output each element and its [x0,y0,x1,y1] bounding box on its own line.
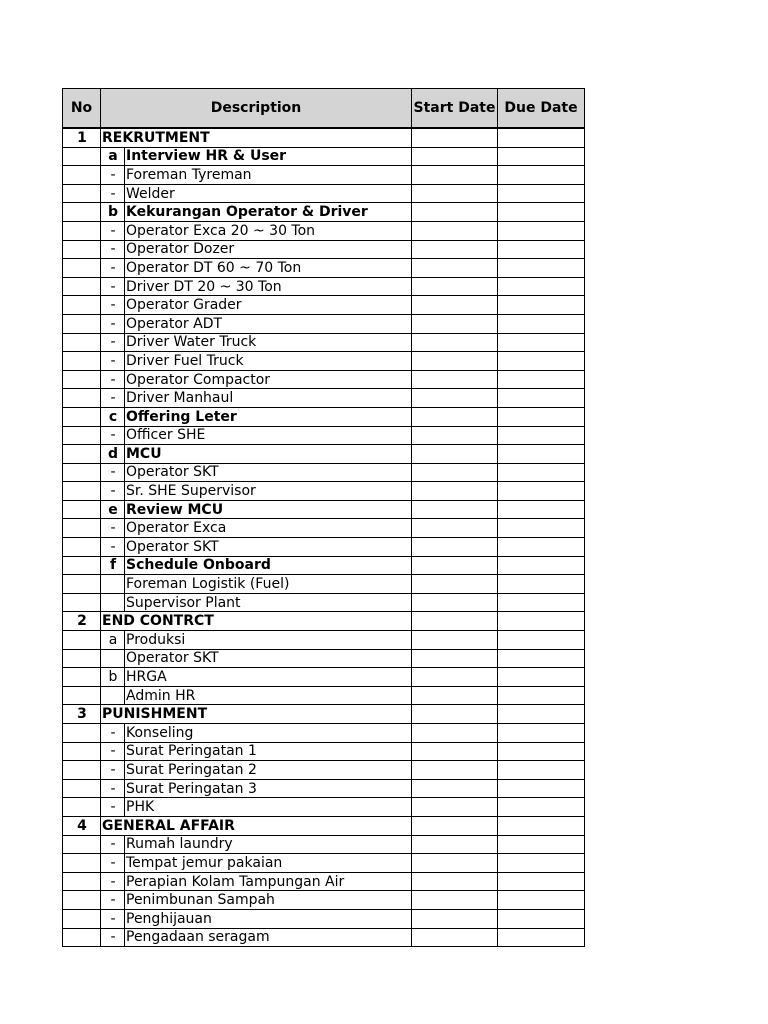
table-row [63,463,585,482]
due-date-cell [498,333,585,352]
row-number [63,575,101,594]
due-date-cell [498,519,585,538]
row-description: Welder [125,184,412,203]
row-number [63,259,101,278]
due-date-cell [498,389,585,408]
row-number [63,835,101,854]
table-row [63,333,585,352]
table-row [63,575,585,594]
section-row [63,705,585,724]
start-date-cell [412,128,498,147]
row-number [63,724,101,743]
row-number [63,519,101,538]
row-number [63,277,101,296]
due-date-cell [498,277,585,296]
row-description: Officer SHE [125,426,412,445]
group-row [63,500,585,519]
start-date-cell [412,816,498,835]
row-description: Operator SKT [125,649,412,668]
due-date-cell [498,463,585,482]
start-date-cell [412,538,498,557]
header-row [63,89,585,129]
start-date-cell [412,612,498,631]
due-date-cell [498,891,585,910]
row-description: Kekurangan Operator & Driver [125,203,412,222]
row-description: Operator SKT [125,463,412,482]
due-date-cell [498,668,585,687]
group-row [63,556,585,575]
due-date-cell [498,538,585,557]
due-date-cell [498,482,585,501]
start-date-cell [412,500,498,519]
table-row [63,835,585,854]
due-date-cell [498,779,585,798]
start-date-cell [412,221,498,240]
row-description: Surat Peringatan 3 [125,779,412,798]
row-number: 2 [63,612,101,631]
row-number [63,296,101,315]
start-date-cell [412,333,498,352]
row-number [63,872,101,891]
table-row [63,891,585,910]
row-marker: - [101,389,125,408]
row-number [63,593,101,612]
due-date-cell [498,184,585,203]
start-date-cell [412,742,498,761]
due-date-cell [498,445,585,464]
row-marker: a [101,631,125,650]
start-date-cell [412,445,498,464]
row-description: MCU [125,445,412,464]
due-date-cell [498,407,585,426]
row-description: Operator Grader [125,296,412,315]
row-description: Surat Peringatan 2 [125,761,412,780]
due-date-cell [498,352,585,371]
table-row [63,631,585,650]
table-row [63,519,585,538]
section-title: PUNISHMENT [101,705,412,724]
table-row [63,761,585,780]
due-date-cell [498,314,585,333]
row-marker: - [101,184,125,203]
row-description: Foreman Tyreman [125,166,412,185]
row-description: Operator SKT [125,538,412,557]
start-date-cell [412,203,498,222]
row-marker: e [101,500,125,519]
start-date-cell [412,147,498,166]
table-row [63,686,585,705]
start-date-cell [412,184,498,203]
table-row [63,538,585,557]
row-number [63,854,101,873]
header-no: No [63,89,101,129]
start-date-cell [412,798,498,817]
section-title: END CONTRCT [101,612,412,631]
header-start-date: Start Date [412,89,498,129]
row-description: Offering Leter [125,407,412,426]
row-description: Interview HR & User [125,147,412,166]
row-marker: d [101,445,125,464]
row-description: Driver Water Truck [125,333,412,352]
row-description: Operator Compactor [125,370,412,389]
due-date-cell [498,928,585,947]
start-date-cell [412,705,498,724]
due-date-cell [498,593,585,612]
start-date-cell [412,314,498,333]
table-row [63,872,585,891]
due-date-cell [498,612,585,631]
start-date-cell [412,649,498,668]
table-row [63,240,585,259]
row-marker: - [101,482,125,501]
header-due-date: Due Date [498,89,585,129]
due-date-cell [498,909,585,928]
start-date-cell [412,909,498,928]
task-table [62,88,585,947]
due-date-cell [498,872,585,891]
row-marker: b [101,668,125,687]
table-row [63,668,585,687]
row-description: Konseling [125,724,412,743]
row-number [63,909,101,928]
due-date-cell [498,631,585,650]
row-number [63,352,101,371]
row-description: Operator Dozer [125,240,412,259]
row-marker: - [101,779,125,798]
row-description: Operator ADT [125,314,412,333]
due-date-cell [498,705,585,724]
row-marker: - [101,519,125,538]
due-date-cell [498,742,585,761]
row-number [63,631,101,650]
row-description: Review MCU [125,500,412,519]
start-date-cell [412,277,498,296]
row-number [63,538,101,557]
row-marker: - [101,761,125,780]
row-description: Operator DT 60 ~ 70 Ton [125,259,412,278]
row-marker: - [101,891,125,910]
due-date-cell [498,203,585,222]
row-marker: - [101,221,125,240]
row-description: Driver Manhaul [125,389,412,408]
start-date-cell [412,389,498,408]
row-number [63,240,101,259]
start-date-cell [412,593,498,612]
start-date-cell [412,556,498,575]
row-number [63,426,101,445]
group-row [63,147,585,166]
start-date-cell [412,259,498,278]
row-marker [101,649,125,668]
due-date-cell [498,649,585,668]
due-date-cell [498,147,585,166]
row-number [63,445,101,464]
row-number [63,147,101,166]
row-number [63,761,101,780]
row-description: Schedule Onboard [125,556,412,575]
row-number [63,463,101,482]
row-marker: - [101,872,125,891]
table-row [63,389,585,408]
row-number: 3 [63,705,101,724]
table-row [63,742,585,761]
row-marker: c [101,407,125,426]
group-row [63,445,585,464]
row-marker: - [101,463,125,482]
due-date-cell [498,761,585,780]
table-row [63,593,585,612]
start-date-cell [412,854,498,873]
row-description: Penghijauan [125,909,412,928]
section-row [63,128,585,147]
group-row [63,407,585,426]
start-date-cell [412,407,498,426]
row-description: HRGA [125,668,412,687]
row-number [63,500,101,519]
row-number: 1 [63,128,101,147]
row-number [63,203,101,222]
row-marker: - [101,928,125,947]
row-number [63,928,101,947]
group-row [63,203,585,222]
row-marker: - [101,854,125,873]
table-row [63,482,585,501]
table-row [63,221,585,240]
start-date-cell [412,370,498,389]
row-marker: - [101,240,125,259]
row-description: Driver DT 20 ~ 30 Ton [125,277,412,296]
table-row [63,724,585,743]
row-marker: - [101,538,125,557]
due-date-cell [498,166,585,185]
row-number: 4 [63,816,101,835]
start-date-cell [412,686,498,705]
table-row [63,296,585,315]
start-date-cell [412,240,498,259]
start-date-cell [412,575,498,594]
row-number [63,668,101,687]
row-marker: f [101,556,125,575]
table-row [63,779,585,798]
row-marker: - [101,277,125,296]
row-number [63,482,101,501]
row-number [63,891,101,910]
row-marker: - [101,370,125,389]
row-number [63,333,101,352]
start-date-cell [412,835,498,854]
table-row [63,649,585,668]
table-row [63,909,585,928]
row-description: Tempat jemur pakaian [125,854,412,873]
section-title: GENERAL AFFAIR [101,816,412,835]
due-date-cell [498,816,585,835]
due-date-cell [498,724,585,743]
section-row [63,612,585,631]
row-description: Driver Fuel Truck [125,352,412,371]
table-row [63,426,585,445]
row-number [63,314,101,333]
row-number [63,166,101,185]
due-date-cell [498,221,585,240]
row-marker: - [101,314,125,333]
table-row [63,854,585,873]
row-marker: - [101,333,125,352]
row-description: Admin HR [125,686,412,705]
row-marker: - [101,352,125,371]
row-description: Pengadaan seragam [125,928,412,947]
row-number [63,798,101,817]
row-number [63,370,101,389]
due-date-cell [498,296,585,315]
table-row [63,798,585,817]
table-row [63,370,585,389]
row-number [63,221,101,240]
row-marker: - [101,166,125,185]
due-date-cell [498,128,585,147]
row-marker: - [101,296,125,315]
start-date-cell [412,761,498,780]
row-marker [101,593,125,612]
start-date-cell [412,482,498,501]
row-description: Rumah laundry [125,835,412,854]
row-description: PHK [125,798,412,817]
row-number [63,686,101,705]
section-title: REKRUTMENT [101,128,412,147]
row-description: Perapian Kolam Tampungan Air [125,872,412,891]
table-row [63,184,585,203]
table-row [63,314,585,333]
row-description: Surat Peringatan 1 [125,742,412,761]
table-row [63,928,585,947]
row-description: Penimbunan Sampah [125,891,412,910]
start-date-cell [412,519,498,538]
row-description: Foreman Logistik (Fuel) [125,575,412,594]
row-number [63,556,101,575]
due-date-cell [498,426,585,445]
start-date-cell [412,296,498,315]
due-date-cell [498,370,585,389]
due-date-cell [498,240,585,259]
row-description: Supervisor Plant [125,593,412,612]
row-description: Sr. SHE Supervisor [125,482,412,501]
row-description: Operator Exca [125,519,412,538]
row-marker: - [101,259,125,278]
start-date-cell [412,166,498,185]
start-date-cell [412,891,498,910]
row-marker: - [101,724,125,743]
header-description: Description [101,89,412,129]
start-date-cell [412,463,498,482]
due-date-cell [498,686,585,705]
start-date-cell [412,352,498,371]
row-marker: - [101,426,125,445]
row-marker [101,686,125,705]
due-date-cell [498,500,585,519]
row-description: Produksi [125,631,412,650]
start-date-cell [412,779,498,798]
row-number [63,649,101,668]
due-date-cell [498,556,585,575]
row-number [63,389,101,408]
due-date-cell [498,854,585,873]
start-date-cell [412,928,498,947]
table-row [63,277,585,296]
row-marker: - [101,909,125,928]
row-marker: a [101,147,125,166]
due-date-cell [498,798,585,817]
due-date-cell [498,575,585,594]
start-date-cell [412,872,498,891]
due-date-cell [498,259,585,278]
row-marker: b [101,203,125,222]
table-row [63,259,585,278]
start-date-cell [412,668,498,687]
row-marker [101,575,125,594]
row-marker: - [101,742,125,761]
table-row [63,352,585,371]
row-number [63,779,101,798]
row-number [63,742,101,761]
start-date-cell [412,426,498,445]
due-date-cell [498,835,585,854]
start-date-cell [412,724,498,743]
start-date-cell [412,631,498,650]
row-marker: - [101,835,125,854]
row-number [63,407,101,426]
table-row [63,166,585,185]
section-row [63,816,585,835]
row-number [63,184,101,203]
row-description: Operator Exca 20 ~ 30 Ton [125,221,412,240]
row-marker: - [101,798,125,817]
